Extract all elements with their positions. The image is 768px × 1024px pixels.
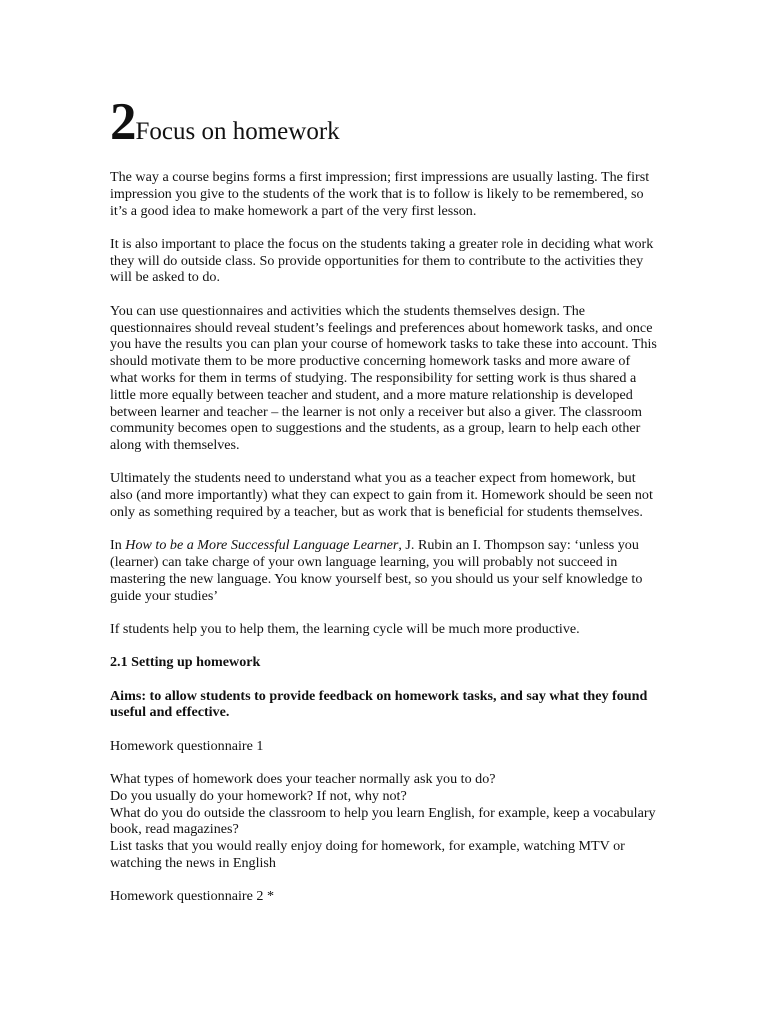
quote-prefix: In (110, 537, 126, 554)
question-item: What do you do outside the classroom to help you learn English, for example, keep a vocabulary book, read magazines? (110, 804, 656, 838)
chapter-number: 2 (110, 93, 136, 151)
paragraph-questionnaires: You can use questionnaires and activities which the students themselves design. The questionnaires should reveal student’s feelings and preferences about homework tasks, and once you have the results you can plan your course of homework tasks to take these into account. This should motivate them to be more productive concerning homework tasks and more aware of what works for them in terms of studying. The responsibility for setting work is thus shared a little more equally between teacher and student, and a more mature relationship is developed between learner and teacher – the learner is not only a receiver but also a giver. The classroom community becomes open to suggestions and the students, as a group, learn to help each other along with themselves. (110, 302, 657, 454)
page-content (110, 93, 660, 922)
book-title: How to be a More Successful Language Learner (125, 537, 399, 554)
chapter-title: Focus on homework (135, 118, 340, 145)
question-item: List tasks that you would really enjoy doing for homework, for example, watching MTV or watching the news in English (110, 838, 625, 871)
paragraph-expectations: Ultimately the students need to understand what you as a teacher expect from homework, but also (and more importantly) what they can expect to gain from it. Homework should be seen not only as something required by a teacher, but as work that is beneficial for students themselves. (110, 470, 653, 521)
paragraph-intro: The way a course begins forms a first impression; first impressions are usually lasting. The first impression you give to the students of the work that is to follow is likely to be remembered, so it’s a good idea to make homework a part of the very first lesson. (110, 169, 650, 219)
paragraph-quote (110, 537, 660, 604)
questionnaire-1-questions (110, 771, 660, 872)
quote-body: , J. Rubin an I. Thompson say: ‘unless you (learner) can take charge of your own language learning, you will probably not succeed in mastering the new language. You know yourself best, so you should us your self knowledge to guide your studies’ (110, 537, 643, 604)
questionnaire-1-title: Homework questionnaire 1 (110, 737, 264, 754)
paragraph-learning-cycle: If students help you to help them, the learning cycle will be much more productive. (110, 621, 580, 638)
questionnaire-2-title: Homework questionnaire 2 * (110, 888, 274, 905)
question-item: Do you usually do your homework? If not, why not? (110, 787, 407, 804)
question-item: What types of homework does your teacher normally ask you to do? (110, 771, 496, 788)
chapter-heading (110, 93, 660, 151)
section-title: 2.1 Setting up homework (110, 654, 261, 671)
paragraph-focus: It is also important to place the focus on the students taking a greater role in deciding what work they will do outside class. So provide opportunities for them to contribute to the activities they will be asked to do. (110, 235, 654, 286)
section-aims: Aims: to allow students to provide feedback on homework tasks, and say what they found useful and effective. (110, 687, 648, 721)
